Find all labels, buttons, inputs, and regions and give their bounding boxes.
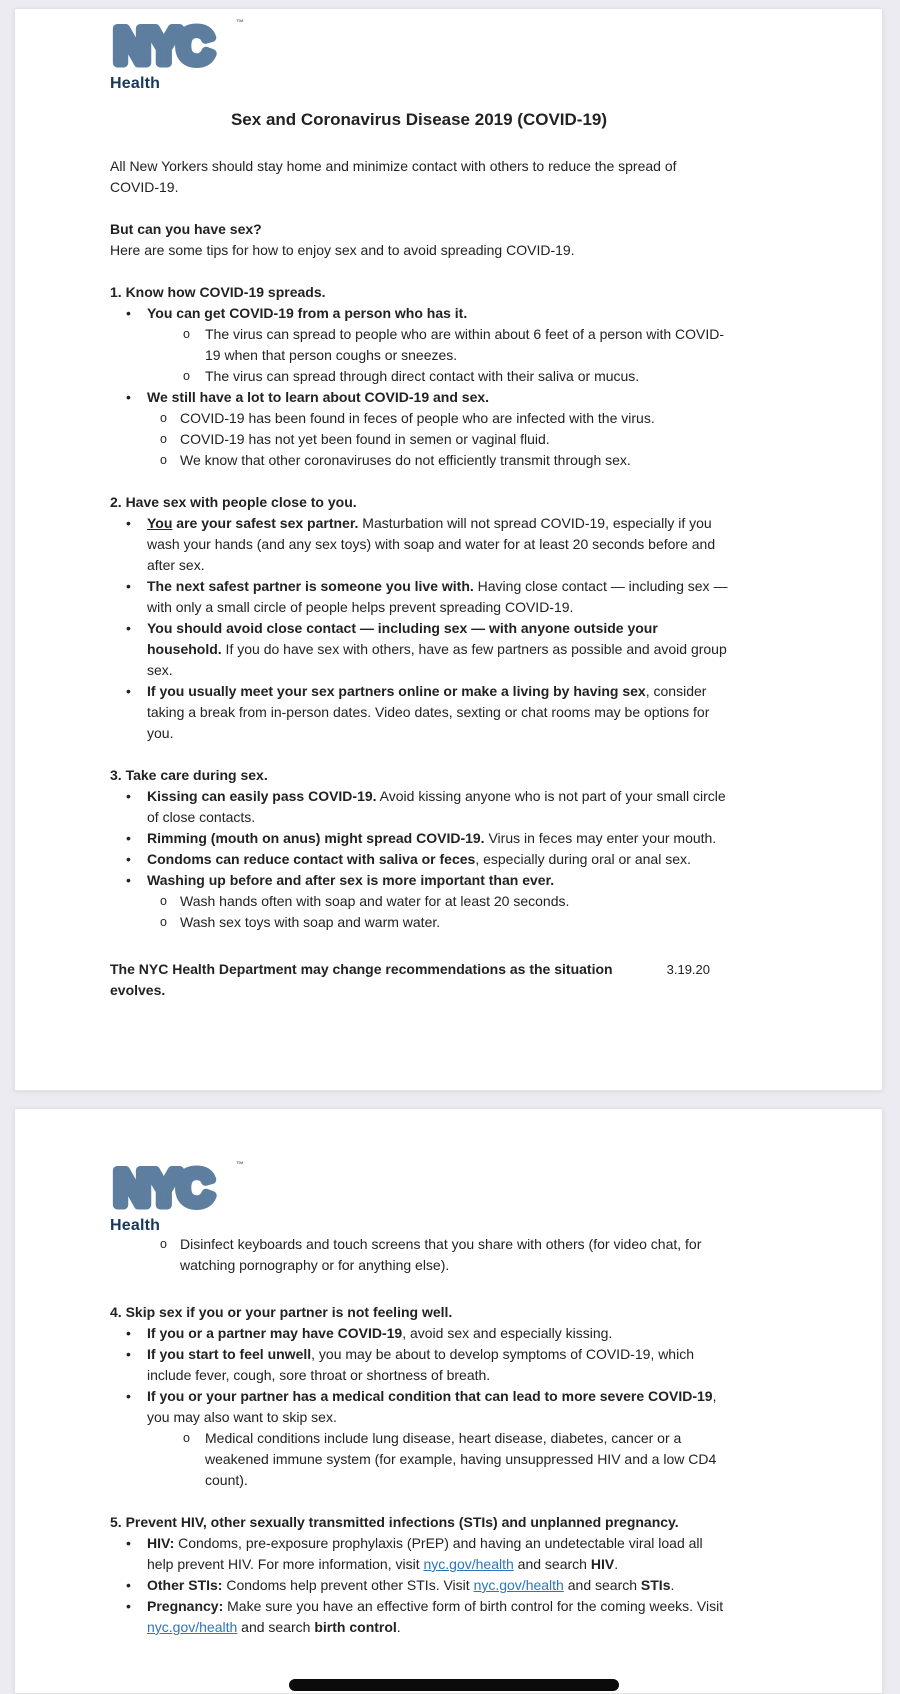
list-item [110, 1344, 728, 1386]
page-1-content [110, 108, 728, 1001]
list-item-rest: . [396, 1619, 401, 1635]
list-item-text: We know that other coronaviruses do not efficiently transmit through sex. [180, 452, 631, 468]
list-item [110, 891, 728, 912]
list-item-text [147, 515, 715, 573]
list-item [110, 513, 728, 576]
list-item-text [147, 788, 726, 825]
list-item-bold: HIV: [147, 1535, 175, 1551]
section-5-heading: 5. Prevent HIV, other sexually transmitted infections (STIs) and unplanned pregnancy. [110, 1514, 679, 1530]
list-item-rest: Condoms, pre-exposure prophylaxis (PrEP) and having an undetectable viral load all help prevent HIV. For more information, visit [147, 1535, 703, 1572]
bullet-icon: • [126, 1577, 131, 1593]
list-item-text [147, 389, 489, 405]
list-item-bold: If you usually meet your sex partners online or make a living by having sex [147, 683, 646, 699]
list-item-text [147, 830, 716, 846]
logo-nyc-block [110, 19, 827, 73]
list-item [110, 681, 728, 744]
bullet-icon: • [126, 1325, 131, 1341]
list-item [110, 324, 728, 366]
document-title: Sex and Coronavirus Disease 2019 (COVID-19) [230, 110, 608, 129]
list-item-text: COVID-19 has not yet been found in semen or vaginal fluid. [180, 431, 550, 447]
list-item-rest: Having close contact — including sex — with only a small circle of people helps prevent spreading COVID-19. [147, 578, 728, 615]
list-item-bold: Washing up before and after sex is more important than ever. [147, 872, 555, 888]
trademark-icon: ™ [236, 1160, 244, 1169]
list-item-bold: Other STIs: [147, 1577, 223, 1593]
list-item-rest: Virus in feces may enter your mouth. [484, 830, 717, 846]
circle-bullet-icon: o [160, 453, 167, 467]
section-1-heading: 1. Know how COVID-19 spreads. [110, 284, 326, 300]
list-item [110, 786, 728, 828]
list-item-rest: If you do have sex with others, have as few partners as possible and avoid group sex. [147, 641, 727, 678]
list-item-rest: and search [237, 1619, 315, 1635]
list-item [110, 870, 728, 891]
bullet-icon: • [126, 830, 131, 846]
list-item [110, 828, 728, 849]
nyc-health-logo [110, 1161, 827, 1234]
bullet-icon: • [126, 1535, 131, 1551]
list-item-bold: are your safest sex partner. [172, 515, 359, 531]
logo-health-text: Health [110, 1217, 161, 1234]
list-item [110, 450, 728, 471]
nyc-logo-graphic [110, 19, 250, 73]
circle-bullet-icon: o [160, 432, 167, 446]
list-item [110, 1234, 728, 1276]
list-item-rest: , especially during oral or anal sex. [475, 851, 691, 867]
list-item-text: The virus can spread to people who are within about 6 feet of a person with COVID-19 when that person coughs or sneezes. [205, 326, 725, 363]
list-item-text [147, 1535, 703, 1572]
list-item-text [147, 1577, 674, 1593]
list-item-text [147, 872, 554, 888]
list-item-bold: Kissing can easily pass COVID-19. [147, 788, 377, 804]
list-item-bold: If you start to feel unwell [147, 1346, 312, 1362]
nyc-health-logo [110, 19, 827, 92]
footer-date: 3.19.20 [666, 962, 710, 977]
list-item-rest: , you may be about to develop symptoms of COVID-19, which include fever, cough, sore throat or shortness of breath. [147, 1346, 694, 1383]
list-item-text [147, 578, 727, 615]
list-item-bold: Condoms can reduce contact with saliva or feces [147, 851, 476, 867]
list-item [110, 576, 728, 618]
list-item-bold: Pregnancy: [147, 1598, 224, 1614]
list-item-rest: . [670, 1577, 675, 1593]
bullet-icon: • [126, 1388, 131, 1404]
list-item-bold: We still have a lot to learn about COVID-19 and sex. [147, 389, 490, 405]
list-item-text [147, 851, 691, 867]
circle-bullet-icon: o [183, 327, 190, 341]
logo-nyc-block [110, 1161, 827, 1215]
list-item [110, 618, 728, 681]
logo-nyc-text: NYC [114, 19, 211, 73]
circle-bullet-icon: o [183, 369, 190, 383]
bullet-icon: • [126, 578, 131, 594]
page-1 [14, 8, 883, 1091]
list-item-text: Wash hands often with soap and water for at least 20 seconds. [180, 893, 570, 909]
list-item [110, 849, 728, 870]
nyc-gov-health-link[interactable]: nyc.gov/health [147, 1619, 238, 1635]
search-term-bold: HIV [590, 1556, 615, 1572]
list-item-rest: , avoid sex and especially kissing. [402, 1325, 613, 1341]
list-item [110, 387, 728, 408]
list-item-bold: You can get COVID-19 from a person who has it. [147, 305, 468, 321]
list-item [110, 1428, 728, 1491]
list-item-text: The virus can spread through direct contact with their saliva or mucus. [205, 368, 640, 384]
circle-bullet-icon: o [160, 1237, 167, 1251]
list-item-text [147, 683, 709, 741]
trademark-icon: ™ [236, 18, 244, 27]
bullet-icon: • [126, 515, 131, 531]
section-3-heading: 3. Take care during sex. [110, 767, 268, 783]
bullet-icon: • [126, 389, 131, 405]
circle-bullet-icon: o [160, 411, 167, 425]
list-item [110, 408, 728, 429]
list-item [110, 429, 728, 450]
bullet-icon: • [126, 788, 131, 804]
page-2-content [110, 1234, 728, 1638]
list-item [110, 1575, 728, 1596]
search-term-bold: STIs [640, 1577, 671, 1593]
nyc-gov-health-link[interactable]: nyc.gov/health [473, 1577, 564, 1593]
list-item-text [147, 1346, 694, 1383]
home-indicator[interactable] [289, 1679, 619, 1691]
list-item [110, 1323, 728, 1344]
intro-paragraph: All New Yorkers should stay home and minimize contact with others to reduce the spread of COVID-19. [110, 158, 677, 195]
list-item-text: Disinfect keyboards and touch screens that you share with others (for video chat, for watching pornography or for anything else). [180, 1236, 702, 1273]
list-item-bold: The next safest partner is someone you live with. [147, 578, 474, 594]
section-2-heading: 2. Have sex with people close to you. [110, 494, 357, 510]
bullet-icon: • [126, 1346, 131, 1362]
list-item-rest: . [614, 1556, 619, 1572]
section-4-heading: 4. Skip sex if you or your partner is not feeling well. [110, 1304, 453, 1320]
list-item-text [147, 305, 467, 321]
list-item-text [147, 1325, 612, 1341]
list-item-underlined: You [147, 515, 173, 531]
nyc-gov-health-link[interactable]: nyc.gov/health [423, 1556, 514, 1572]
logo-nyc-text: NYC [114, 1161, 211, 1215]
list-item-rest: , consider taking a break from in-person dates. Video dates, sexting or chat rooms may be options for you. [147, 683, 710, 741]
list-item-text [147, 1598, 723, 1635]
question-heading: But can you have sex? [110, 221, 262, 237]
bullet-icon: • [126, 620, 131, 636]
footer-note: The NYC Health Department may change recommendations as the situation evolves. [110, 961, 613, 998]
list-item-rest: , you may also want to skip sex. [147, 1388, 717, 1425]
list-item [110, 366, 728, 387]
bullet-icon: • [126, 683, 131, 699]
list-item-bold: If you or a partner may have COVID-19 [147, 1325, 403, 1341]
list-item [110, 303, 728, 324]
circle-bullet-icon: o [160, 894, 167, 908]
list-item-text: Medical conditions include lung disease, heart disease, diabetes, cancer or a weakened immune system (for example, having unsuppressed HIV and a low CD4 count). [205, 1430, 717, 1488]
list-item [110, 1596, 728, 1638]
list-item-bold: Rimming (mouth on anus) might spread COVID-19. [147, 830, 485, 846]
list-item-text [147, 1388, 716, 1425]
list-item [110, 1386, 728, 1428]
bullet-icon: • [126, 851, 131, 867]
list-item-rest: Make sure you have an effective form of birth control for the coming weeks. Visit [223, 1598, 724, 1614]
list-item-text [147, 620, 727, 678]
list-item-rest: Avoid kissing anyone who is not part of your small circle of close contacts. [147, 788, 726, 825]
page-2 [14, 1108, 883, 1694]
logo-health-text: Health [110, 75, 161, 92]
bullet-icon: • [126, 872, 131, 888]
list-item-rest: Condoms help prevent other STIs. Visit [222, 1577, 474, 1593]
page-1-footer [110, 959, 710, 1001]
list-item-bold: You should avoid close contact — including sex — with anyone outside your household. [147, 620, 658, 657]
list-item-rest: Masturbation will not spread COVID-19, especially if you wash your hands (and any sex toys) with soap and water for at least 20 seconds before and after sex. [147, 515, 716, 573]
list-item-bold: If you or your partner has a medical condition that can lead to more severe COVID-19 [147, 1388, 713, 1404]
nyc-logo-graphic [110, 1161, 250, 1215]
circle-bullet-icon: o [160, 915, 167, 929]
list-item [110, 912, 728, 933]
list-item-rest: and search [513, 1556, 591, 1572]
bullet-icon: • [126, 1598, 131, 1614]
bullet-icon: • [126, 305, 131, 321]
search-term-bold: birth control [314, 1619, 397, 1635]
list-item-rest: and search [563, 1577, 641, 1593]
list-item-text: Wash sex toys with soap and warm water. [180, 914, 441, 930]
list-item-text: COVID-19 has been found in feces of people who are infected with the virus. [180, 410, 655, 426]
circle-bullet-icon: o [183, 1431, 190, 1445]
question-subtext: Here are some tips for how to enjoy sex and to avoid spreading COVID-19. [110, 242, 575, 258]
list-item [110, 1533, 728, 1575]
